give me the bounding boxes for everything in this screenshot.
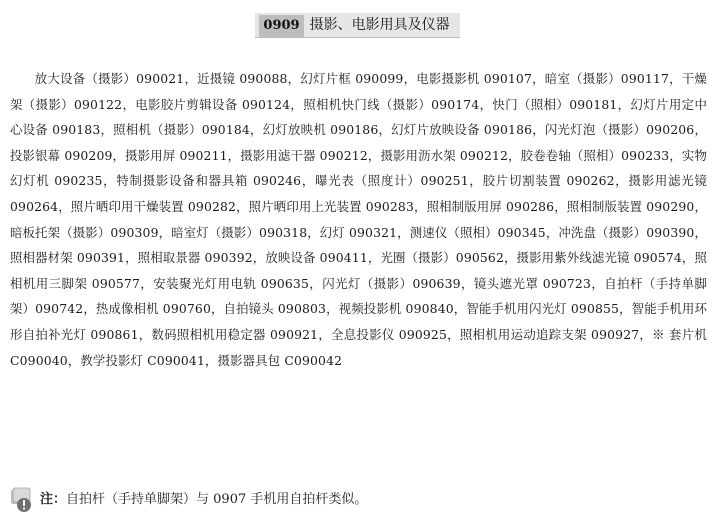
item-list-paragraph: 放大设备（摄影）090021，近摄镜 090088，幻灯片框 090099，电影摄影机 090107，暗室（摄影）090117，干燥架（摄影）090122，电影胶片剪辑设备 090124，照相机快门线（摄影）090174，快门（照相）090181，幻灯片用定中心设备 090183，照相机（摄影）090184，幻灯放映机 090186，幻灯片放映设备 090186，闪光灯泡（摄影）090206，投影银幕 090209，摄影用屏 090211，摄影用滤干器 090212，摄影用沥水架 090212，胶卷卷轴（照相）090233，实物幻灯机 090235，特制摄影设备和器具箱 090246，曝光表（照度计）090251，胶片切割装置 090262，摄影用滤光镜 090264，照片晒印用干燥装置 090282，照片晒印用上光装置 090283，照相制版用屏 090286，照相制版装置 090290，暗板托架（摄影）090309，暗室灯（摄影）090318，幻灯 090321，测速仪（照相）090345，冲洗盘（摄影）090390，照相器材架 090391，照相取景器 090392，放映设备 090411，光圈（摄影）090562，摄影用紫外线滤光镜 090574，照相机用三脚架 090577，安装聚光灯用电轨 090635，闪光灯（摄影）090639，镜头遮光罩 090723，自拍杆（手持单脚架）090742，热成像相机 090760，自拍镜头 090803，视频投影机 090840，智能手机用闪光灯 090855，智能手机用环形自拍补光灯 090861，数码照相机用稳定器 090921，全息投影仪 090925，照相机用运动追踪支架 090927，※ 套片机 C090040，教学投影灯 C090041，摄影器具包 C090042 — [10, 71, 707, 368]
note-label: 注： — [40, 492, 67, 507]
note-icon — [8, 486, 38, 514]
section-heading-box — [255, 13, 459, 38]
note-text — [40, 491, 367, 509]
section-heading — [0, 13, 715, 38]
section-title: 摄影、电影用具及仪器 — [309, 17, 450, 33]
note-body: 自拍杆（手持单脚架）与 0907 手机用自拍杆类似。 — [66, 492, 368, 507]
section-code: 0909 — [259, 15, 303, 37]
note — [8, 486, 708, 514]
